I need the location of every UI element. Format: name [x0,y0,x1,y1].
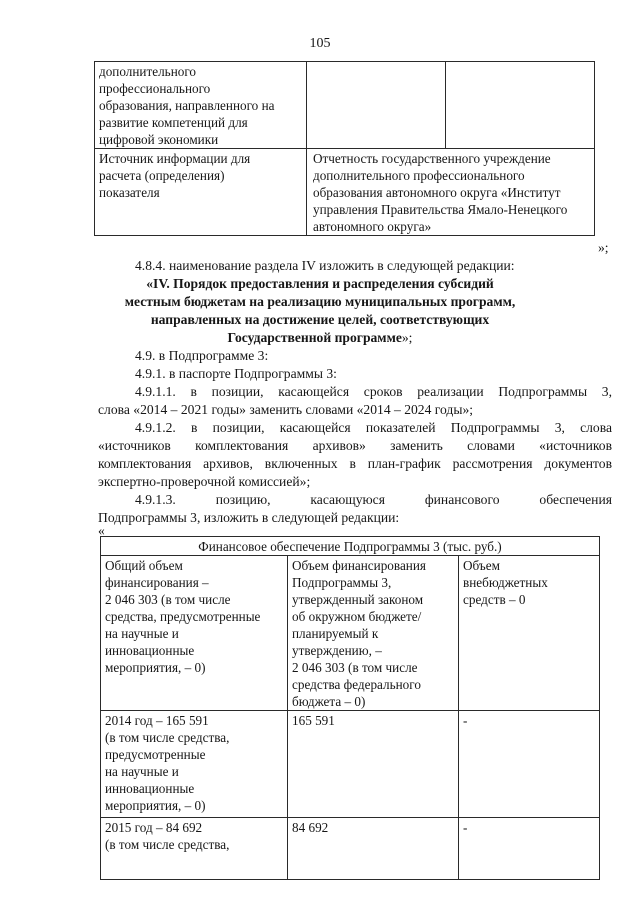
table-row [95,62,595,149]
table-cell: 2014 год – 165 591 (в том числе средства, предусмотренные на научные и инновационные мероприятия, – 0) [101,711,288,818]
table-cell: Отчетность государственного учреждение дополнительного профессионального образования автономного округа «Институт управления Правительства Ямало-Ненецкого автономного округа» [307,149,595,236]
table-header-row [101,537,600,556]
table-cell: Общий объем финансирования – 2 046 303 (в том числе средства, предусмотренные на научные и инновационные мероприятия, – 0) [101,556,288,711]
table-row [101,711,600,818]
paragraph-4-9-1-1: слова «2014 – 2021 годы» заменить словами «2014 – 2024 годы»; [98,402,474,417]
paragraph-4-9-1-3: 4.9.1.3. позицию, касающуюся финансового обеспечения [135,492,612,507]
paragraph-4-9-1-2: комплектования архивов, включенных в план-график рассмотрения документов [98,456,612,471]
table-cell: - [459,818,600,880]
paragraph-4-9-1-3: Подпрограммы 3, изложить в следующей редакции: [98,510,400,525]
table-header: Финансовое обеспечение Подпрограммы 3 (тыс. руб.) [101,537,600,556]
paragraph-4-9-1-2: 4.9.1.2. в позиции, касающейся показателей Подпрограммы 3, слова [135,420,612,435]
section-title-line [0,329,640,347]
financing-table [100,536,600,880]
closing-quote: »; [598,240,609,255]
open-quote: « [98,523,105,538]
section-title-text: Государственной программе [227,330,402,345]
paragraph-4-9-1: 4.9.1. в паспорте Подпрограммы 3: [135,366,337,381]
section-title-tail: »; [401,330,413,345]
table-cell: 84 692 [288,818,459,880]
indicator-table [94,61,595,236]
section-title-line: направленных на достижение целей, соответствующих [150,312,490,327]
table-row [101,556,600,711]
section-title-line: «IV. Порядок предоставления и распределения субсидий [146,276,494,291]
table-cell: дополнительного профессионального образования, направленного на развитие компетенций для цифровой экономики [95,62,307,149]
paragraph-4-9-1-2: «источников комплектования архивов» заменить словами «источников [98,438,612,453]
paragraph-4-9: 4.9. в Подпрограмме 3: [135,348,269,363]
table-cell: Объем финансирования Подпрограммы 3, утвержденный законом об окружном бюджете/ планируемый к утверждению, – 2 046 303 (в том числе средства федерального бюджета – 0) [288,556,459,711]
table-row [95,149,595,236]
paragraph-4-9-1-1: 4.9.1.1. в позиции, касающейся сроков реализации Подпрограммы 3, [135,384,612,399]
table-cell [446,62,595,149]
paragraph-4-8-4: 4.8.4. наименование раздела IV изложить в следующей редакции: [135,258,515,273]
table-cell: 2015 год – 84 692 (в том числе средства, [101,818,288,880]
table-cell: - [459,711,600,818]
table-row [101,818,600,880]
section-title-line: местным бюджетам на реализацию муниципальных программ, [124,294,516,309]
table-cell: Источник информации для расчета (определения) показателя [95,149,307,236]
paragraph-4-9-1-2: экспертно-проверочной комиссией»; [98,474,311,489]
table-cell [307,62,446,149]
table-cell: 165 591 [288,711,459,818]
table-cell: Объем внебюджетных средств – 0 [459,556,600,711]
page-number: 105 [309,36,331,51]
